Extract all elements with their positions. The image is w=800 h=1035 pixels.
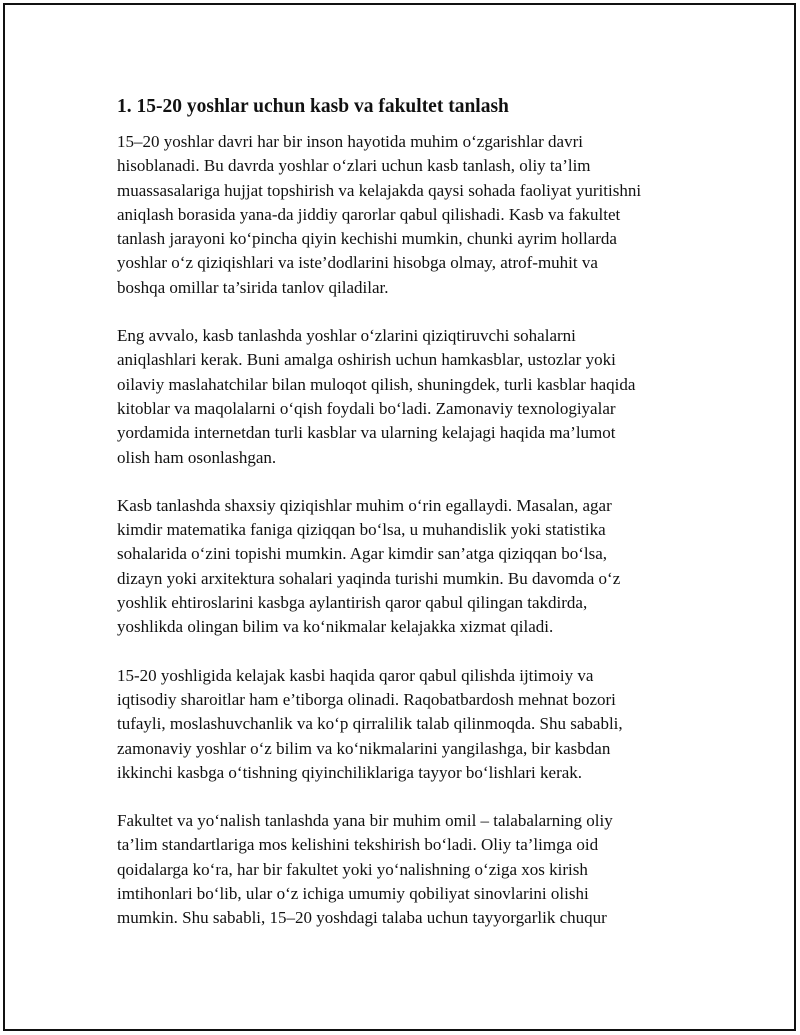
text-line: boshqa omillar ta’sirida tanlov qiladilar.: [117, 277, 389, 297]
paragraph: [117, 664, 707, 785]
text-line: qoidalarga ko‘ra, har bir fakultet yoki yo‘nalishning o‘ziga xos kirish: [117, 859, 588, 879]
text-line: Eng avvalo, kasb tanlashda yoshlar o‘zlarini qiziqtiruvchi sohalarni: [117, 326, 576, 346]
text-line: yoshlik ehtiroslarini kasbga aylantirish qaror qabul qilingan takdirda,: [117, 593, 588, 613]
text-line: ta’lim standartlariga mos kelishini tekshirish bo‘ladi. Oliy ta’limga oid: [117, 835, 599, 855]
text-line: zamonaviy yoshlar o‘z bilim va ko‘nikmalarini yangilashga, bir kasbdan: [117, 738, 611, 758]
text-line: dizayn yoki arxitektura sohalari yaqinda turishi mumkin. Bu davomda o‘z: [117, 568, 621, 588]
text-line: aniqlashlari kerak. Buni amalga oshirish uchun hamkasblar, ustozlar yoki: [117, 350, 616, 370]
text-line: 15–20 yoshlar davri har bir inson hayotida muhim o‘zgarishlar davri: [117, 132, 583, 151]
text-line: tanlash jarayoni ko‘pincha qiyin kechishi mumkin, chunki ayrim hollarda: [117, 229, 617, 249]
text-line: yoshlikda olingan bilim va ko‘nikmalar kelajakka xizmat qiladi.: [117, 617, 554, 637]
text-line: aniqlash borasida yana-da jiddiy qarorlar qabul qilishadi. Kasb va fakultet: [117, 204, 621, 224]
text-line: tufayli, moslashuvchanlik va ko‘p qirralilik talab qilinmoqda. Shu sababli,: [117, 714, 623, 734]
text-line: Kasb tanlashda shaxsiy qiziqishlar muhim o‘rin egallaydi. Masalan, agar: [117, 495, 612, 515]
text-line: 15-20 yoshligida kelajak kasbi haqida qaror qabul qilishda ijtimoiy va: [117, 665, 594, 685]
text-line: ikkinchi kasbga o‘tishning qiyinchiliklariga tayyor bo‘lishlari kerak.: [117, 762, 583, 782]
paragraph: [117, 324, 707, 470]
paragraph: [117, 494, 707, 640]
text-line: yoshlar o‘z qiziqishlari va iste’dodlarini hisobga olmay, atrof-muhit va: [117, 253, 598, 273]
text-line: kimdir matematika faniga qiziqqan bo‘lsa, u muhandislik yoki statistika: [117, 520, 606, 540]
paragraph: [117, 809, 707, 930]
text-line: muassasalariga hujjat topshirish va kelajakda qaysi sohada faoliyat yuritishni: [117, 180, 642, 200]
paragraph: [117, 130, 707, 300]
section-heading: 1. 15-20 yoshlar uchun kasb va fakultet tanlash: [117, 96, 509, 117]
text-line: imtihonlari bo‘lib, ular o‘z ichiga umumiy qobiliyat sinovlarini olishi: [117, 884, 589, 904]
text-line: mumkin. Shu sababli, 15–20 yoshdagi talaba uchun tayyorgarlik chuqur: [117, 908, 607, 928]
text-line: Fakultet va yo‘nalish tanlashda yana bir muhim omil – talabalarning oliy: [117, 811, 613, 831]
text-line: iqtisodiy sharoitlar ham e’tiborga olinadi. Raqobatbardosh mehnat bozori: [117, 689, 616, 709]
document-body: [117, 94, 707, 955]
text-line: kitoblar va maqolalarni o‘qish foydali bo‘ladi. Zamonaviy texnologiyalar: [117, 398, 616, 418]
text-line: oilaviy maslahatchilar bilan muloqot qilish, shuningdek, turli kasblar haqida: [117, 374, 636, 394]
text-line: sohalarida o‘zini topishi mumkin. Agar kimdir san’atga qiziqqan bo‘lsa,: [117, 544, 608, 564]
text-line: yordamida internetdan turli kasblar va ularning kelajagi haqida ma’lumot: [117, 423, 616, 443]
text-line: olish ham osonlashgan.: [117, 447, 277, 467]
text-line: hisoblanadi. Bu davrda yoshlar o‘zlari uchun kasb tanlash, oliy ta’lim: [117, 156, 591, 176]
